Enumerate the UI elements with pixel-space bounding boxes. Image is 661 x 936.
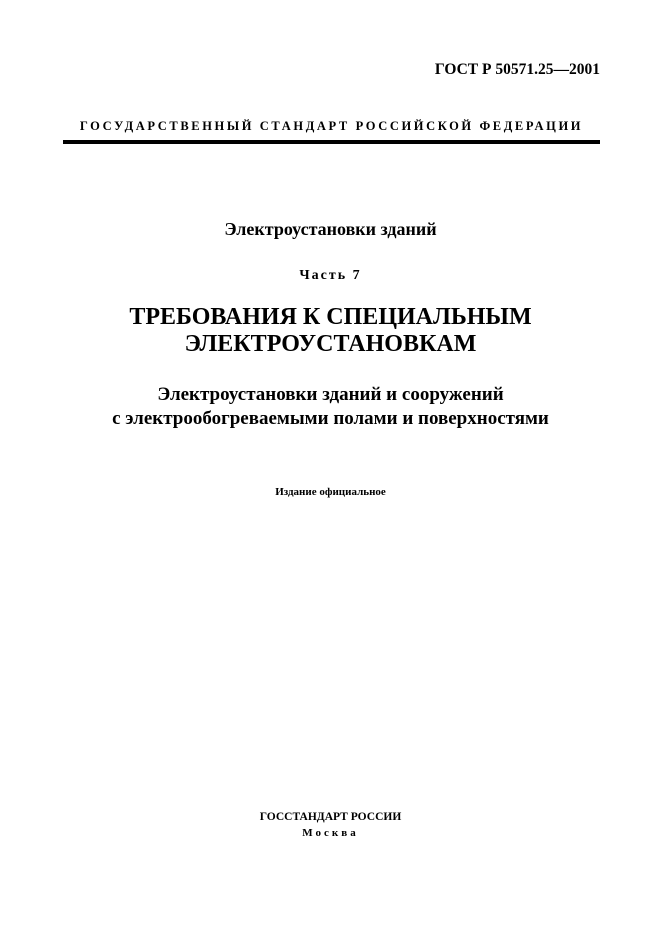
part-label: Часть 7: [299, 268, 362, 283]
publication-city: Москва: [302, 827, 359, 839]
subtitle-line-1: Электроустановки зданий и сооружений: [157, 384, 504, 405]
edition-note: Издание официальное: [275, 486, 386, 498]
main-title-line-2: ЭЛЕКТРОУСТАНОВКАМ: [184, 331, 477, 357]
standard-header: ГОСУДАРСТВЕННЫЙ СТАНДАРТ РОССИЙСКОЙ ФЕДЕРАЦИИ: [79, 119, 584, 133]
main-title: [40, 304, 621, 358]
header-rule: [63, 140, 600, 144]
main-title-line-1: ТРЕБОВАНИЯ К СПЕЦИАЛЬНЫМ: [129, 304, 532, 330]
document-number: ГОСТ Р 50571.25—2001: [434, 61, 600, 78]
subtitle-line-2: с электрообогреваемыми полами и поверхностями: [112, 408, 549, 429]
subtitle: [40, 383, 621, 431]
publisher: ГОССТАНДАРТ РОССИИ: [259, 811, 402, 823]
series-title: Электроустановки зданий: [224, 219, 437, 239]
